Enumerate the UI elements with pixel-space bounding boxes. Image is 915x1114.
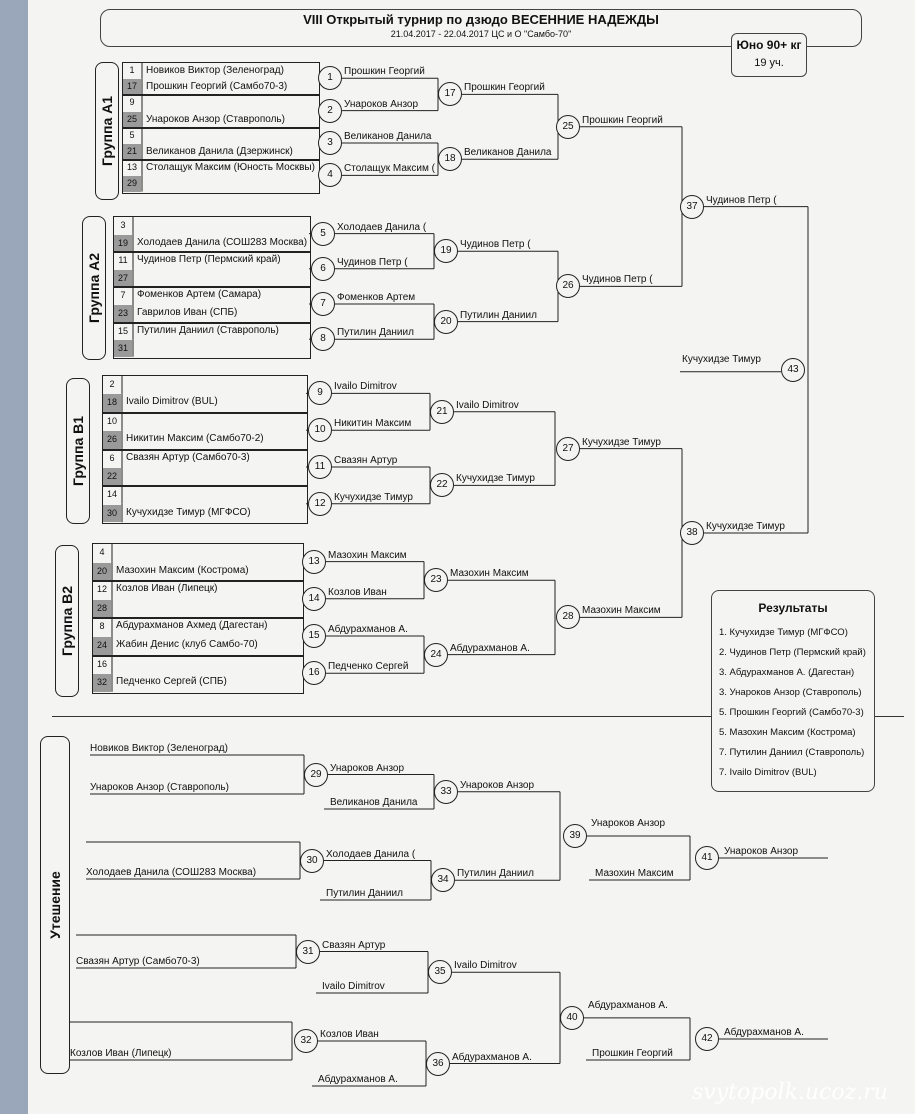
result-item: 2. Чудинов Петр (Пермский край) xyxy=(719,647,866,658)
competitor-name: Козлов Иван (Липецк) xyxy=(116,583,218,595)
pair-box xyxy=(102,412,308,451)
pair-box xyxy=(92,580,304,619)
match-number-circle: 20 xyxy=(434,310,458,334)
match-number-circle: 31 xyxy=(296,940,320,964)
winner-name: Кучухидзе Тимур xyxy=(456,473,535,485)
tournament-dates: 21.04.2017 - 22.04.2017 ЦС и О "Самбо-70" xyxy=(390,29,572,39)
consolation-entry: Унароков Анзор (Ставрополь) xyxy=(90,782,229,793)
winner-name: Ivailo Dimitrov xyxy=(334,381,397,393)
pair-box xyxy=(92,543,304,582)
result-item: 3. Унароков Анзор (Ставрополь) xyxy=(719,687,862,698)
winner-name: Козлов Иван xyxy=(320,1029,379,1040)
competitor-name: Холодаев Данила (СОШ283 Москва) xyxy=(137,236,308,248)
match-number-circle: 26 xyxy=(556,274,580,298)
consolation-drop: Абдурахманов А. xyxy=(318,1074,398,1085)
group-label-box xyxy=(95,62,119,200)
match-number-circle: 25 xyxy=(556,115,580,139)
winner-name: Свазян Артур xyxy=(322,939,386,951)
seed-number: 27 xyxy=(114,270,132,287)
match-number-circle: 1 xyxy=(318,66,342,90)
competitor-name: Унароков Анзор (Ставрополь) xyxy=(146,113,285,125)
weight-category: Юно 90+ кг xyxy=(736,38,802,52)
winner-name: Унароков Анзор xyxy=(724,846,799,857)
consolation-drop: Ivailo Dimitrov xyxy=(322,981,385,992)
winner-name: Унароков Анзор xyxy=(460,779,535,791)
pair-box xyxy=(102,375,308,414)
group-label-box xyxy=(55,545,79,697)
seed-number: 2 xyxy=(109,379,115,389)
seed-number: 9 xyxy=(129,97,135,108)
match-number-circle: 19 xyxy=(434,239,458,263)
winner-name: Холодаев Данила ( xyxy=(326,848,416,860)
match-number-circle: 17 xyxy=(438,82,462,106)
winner-name: Путилин Даниил xyxy=(337,327,414,339)
seed-number: 8 xyxy=(99,621,105,632)
match-number-circle: 29 xyxy=(304,763,328,787)
winner-name: Абдурахманов А. xyxy=(450,642,530,654)
result-item: 7. Путилин Даниил (Ставрополь) xyxy=(719,747,865,758)
competitor-name: Абдурахманов Ахмед (Дагестан) xyxy=(116,620,268,632)
seed-number: 17 xyxy=(123,79,141,94)
seed-number: 28 xyxy=(93,600,111,618)
seed-number: 13 xyxy=(126,162,137,173)
consolation-entry: Козлов Иван (Липецк) xyxy=(70,1048,172,1059)
seed-number: 30 xyxy=(103,505,121,522)
group-label-box xyxy=(40,736,70,1074)
pair-box xyxy=(122,94,320,128)
winner-name: Чудинов Петр ( xyxy=(582,274,653,286)
competitor-name: Педченко Сергей (СПБ) xyxy=(116,676,227,688)
competitor-name: Ivailo Dimitrov (BUL) xyxy=(126,396,218,408)
match-number-circle: 13 xyxy=(302,550,326,574)
seed-number: 4 xyxy=(99,547,105,557)
winner-name: Унароков Анзор xyxy=(344,98,419,110)
seed-number: 21 xyxy=(123,144,141,159)
winner-name: Никитин Максим xyxy=(334,418,412,430)
group-label: Группа А2 xyxy=(86,252,102,324)
winner-name: Прошкин Георгий xyxy=(344,66,425,78)
match-number-circle: 24 xyxy=(424,643,448,667)
consolation-drop: Прошкин Георгий xyxy=(592,1048,673,1059)
tournament-title: VIII Открытый турнир по дзюдо ВЕСЕННИЕ НАДЕЖДЫ xyxy=(303,12,659,27)
seed-number: 11 xyxy=(118,255,128,266)
winner-name: Абдурахманов А. xyxy=(724,1026,804,1038)
match-number-circle: 27 xyxy=(556,437,580,461)
seed-number: 20 xyxy=(93,563,111,581)
match-number-circle: 37 xyxy=(680,195,704,219)
competitor-name: Путилин Даниил (Ставрополь) xyxy=(137,324,279,336)
watermark: svytopolk.ucoz.ru xyxy=(692,1080,888,1105)
match-number-circle: 2 xyxy=(318,99,342,123)
pair-box xyxy=(92,655,304,694)
winner-name: Мазохин Максим xyxy=(582,605,661,617)
match-number-circle: 22 xyxy=(430,473,454,497)
competitor-name: Столащук Максим (Юность Москвы) xyxy=(146,162,315,174)
winner-name: Прошкин Георгий xyxy=(582,114,663,126)
seed-number: 12 xyxy=(96,584,107,595)
match-number-circle: 15 xyxy=(302,624,326,648)
seed-number: 29 xyxy=(123,176,141,191)
winner-name: Педченко Сергей xyxy=(328,661,409,673)
pair-box xyxy=(113,216,311,253)
winner-name: Ivailo Dimitrov xyxy=(454,960,517,972)
winner-name: Фоменков Артем xyxy=(337,292,416,303)
group-label-box xyxy=(66,378,90,524)
competitor-name: Чудинов Петр (Пермский край) xyxy=(137,254,281,266)
consolation-drop: Путилин Даниил xyxy=(326,888,403,899)
competitor-name: Мазохин Максим (Кострома) xyxy=(116,564,249,576)
seed-number: 32 xyxy=(93,674,111,692)
match-number-circle: 5 xyxy=(311,222,335,246)
seed-number: 10 xyxy=(106,415,117,426)
match-number-circle: 39 xyxy=(563,824,587,848)
winner-name: Мазохин Максим xyxy=(328,549,407,561)
seed-number: 14 xyxy=(106,489,117,500)
pair-box xyxy=(122,159,320,193)
winner-name: Прошкин Георгий xyxy=(464,82,545,94)
pair-box xyxy=(122,127,320,161)
match-number-circle: 21 xyxy=(430,400,454,424)
match-number-circle: 12 xyxy=(308,492,332,516)
winner-name: Свазян Артур xyxy=(334,455,398,466)
consolation-entry: Свазян Артур (Самбо70-3) xyxy=(76,956,200,967)
competitor-name: Великанов Данила (Дзержинск) xyxy=(146,146,293,157)
winner-name: Кучухидзе Тимур xyxy=(706,521,785,532)
result-item: 5. Прошкин Георгий (Самбо70-3) xyxy=(719,707,864,718)
group-label: Группа В2 xyxy=(59,585,75,657)
pair-box xyxy=(102,485,308,524)
consolation-label: Утешение xyxy=(47,871,63,939)
competitor-name: Кучухидзе Тимур (МГФСО) xyxy=(126,506,251,518)
match-number-circle: 9 xyxy=(308,381,332,405)
match-number-circle: 28 xyxy=(556,605,580,629)
match-number-circle: 38 xyxy=(680,521,704,545)
result-item: 1. Кучухидзе Тимур (МГФСО) xyxy=(719,627,848,638)
winner-name: Мазохин Максим xyxy=(450,568,529,580)
pair-box xyxy=(113,251,311,288)
result-item: 3. Абдурахманов А. (Дагестан) xyxy=(719,667,855,678)
competitor-name: Жабин Денис (клуб Самбо-70) xyxy=(116,639,258,650)
seed-number: 19 xyxy=(114,235,132,252)
winner-name: Кучухидзе Тимур xyxy=(334,491,413,503)
match-number-circle: 11 xyxy=(308,455,332,479)
competitor-name: Свазян Артур (Самбо70-3) xyxy=(126,451,250,463)
seed-number: 23 xyxy=(114,305,132,322)
match-number-circle: 18 xyxy=(438,147,462,171)
winner-name: Ivailo Dimitrov xyxy=(456,399,519,411)
winner-name: Чудинов Петр ( xyxy=(460,239,531,251)
competitor-name: Фоменков Артем (Самара) xyxy=(137,289,262,301)
seed-number: 1 xyxy=(129,65,135,75)
pair-box xyxy=(102,449,308,488)
match-number-circle: 41 xyxy=(695,846,719,870)
seed-number: 31 xyxy=(114,340,132,357)
winner-name: Кучухидзе Тимур xyxy=(582,436,661,448)
winner-name: Путилин Даниил xyxy=(460,309,537,321)
match-number-circle: 34 xyxy=(431,868,455,892)
group-label: Группа В1 xyxy=(70,415,86,487)
result-item: 7. Ivailo Dimitrov (BUL) xyxy=(719,767,817,778)
seed-number: 25 xyxy=(123,112,141,127)
seed-number: 7 xyxy=(120,290,126,301)
group-label-box xyxy=(82,216,106,360)
seed-number: 18 xyxy=(103,394,121,411)
winner-name: Кучухидзе Тимур xyxy=(682,353,761,365)
seed-number: 6 xyxy=(109,452,115,463)
winner-name: Чудинов Петр ( xyxy=(706,194,777,206)
match-number-circle: 16 xyxy=(302,661,326,685)
seed-number: 16 xyxy=(96,658,107,669)
consolation-drop: Великанов Данила xyxy=(330,797,418,808)
result-item: 5. Мазохин Максим (Кострома) xyxy=(719,727,856,738)
match-number-circle: 32 xyxy=(294,1029,318,1053)
match-number-circle: 3 xyxy=(318,131,342,155)
consolation-entry: Холодаев Данила (СОШ283 Москва) xyxy=(86,867,257,878)
match-number-circle: 14 xyxy=(302,587,326,611)
winner-name: Унароков Анзор xyxy=(330,762,405,774)
participant-count: 19 уч. xyxy=(754,57,784,69)
winner-name: Холодаев Данила ( xyxy=(337,221,427,233)
match-number-circle: 42 xyxy=(695,1027,719,1051)
winner-name: Унароков Анзор xyxy=(591,818,666,829)
competitor-name: Прошкин Георгий (Самбо70-3) xyxy=(146,81,288,93)
match-number-circle: 23 xyxy=(424,568,448,592)
match-number-circle: 43 xyxy=(781,358,805,382)
winner-name: Абдурахманов А. xyxy=(588,999,668,1011)
match-number-circle: 6 xyxy=(311,257,335,281)
winner-name: Великанов Данила xyxy=(464,147,552,159)
seed-number: 5 xyxy=(129,129,135,140)
pair-box xyxy=(113,286,311,323)
results-box xyxy=(711,590,875,792)
pair-box xyxy=(92,617,304,656)
competitor-name: Новиков Виктор (Зеленоград) xyxy=(146,65,284,76)
consolation-drop: Мазохин Максим xyxy=(595,868,674,879)
results-title: Результаты xyxy=(758,601,828,615)
match-number-circle: 30 xyxy=(300,849,324,873)
winner-name: Абдурахманов А. xyxy=(328,624,408,635)
winner-name: Путилин Даниил xyxy=(457,868,534,880)
group-label: Группа А1 xyxy=(99,95,115,167)
match-number-circle: 36 xyxy=(426,1052,450,1076)
match-number-circle: 33 xyxy=(434,780,458,804)
winner-name: Козлов Иван xyxy=(328,586,387,598)
match-number-circle: 35 xyxy=(428,960,452,984)
match-number-circle: 7 xyxy=(311,292,335,316)
competitor-name: Никитин Максим (Самбо70-2) xyxy=(126,433,264,445)
winner-name: Великанов Данила xyxy=(344,131,432,142)
pair-box xyxy=(122,62,320,96)
pair-box xyxy=(113,322,311,359)
winner-name: Абдурахманов А. xyxy=(452,1051,532,1063)
seed-number: 15 xyxy=(117,325,128,336)
match-number-circle: 8 xyxy=(311,327,335,351)
match-number-circle: 10 xyxy=(308,418,332,442)
seed-number: 22 xyxy=(103,468,121,485)
match-number-circle: 4 xyxy=(318,163,342,187)
consolation-entry: Новиков Виктор (Зеленоград) xyxy=(90,743,228,754)
seed-number: 24 xyxy=(93,637,111,655)
winner-name: Столащук Максим ( xyxy=(344,163,435,175)
seed-number: 26 xyxy=(103,431,121,448)
competitor-name: Гаврилов Иван (СПБ) xyxy=(137,307,238,318)
seed-number: 3 xyxy=(120,220,126,230)
winner-name: Чудинов Петр ( xyxy=(337,256,408,268)
match-number-circle: 40 xyxy=(560,1006,584,1030)
